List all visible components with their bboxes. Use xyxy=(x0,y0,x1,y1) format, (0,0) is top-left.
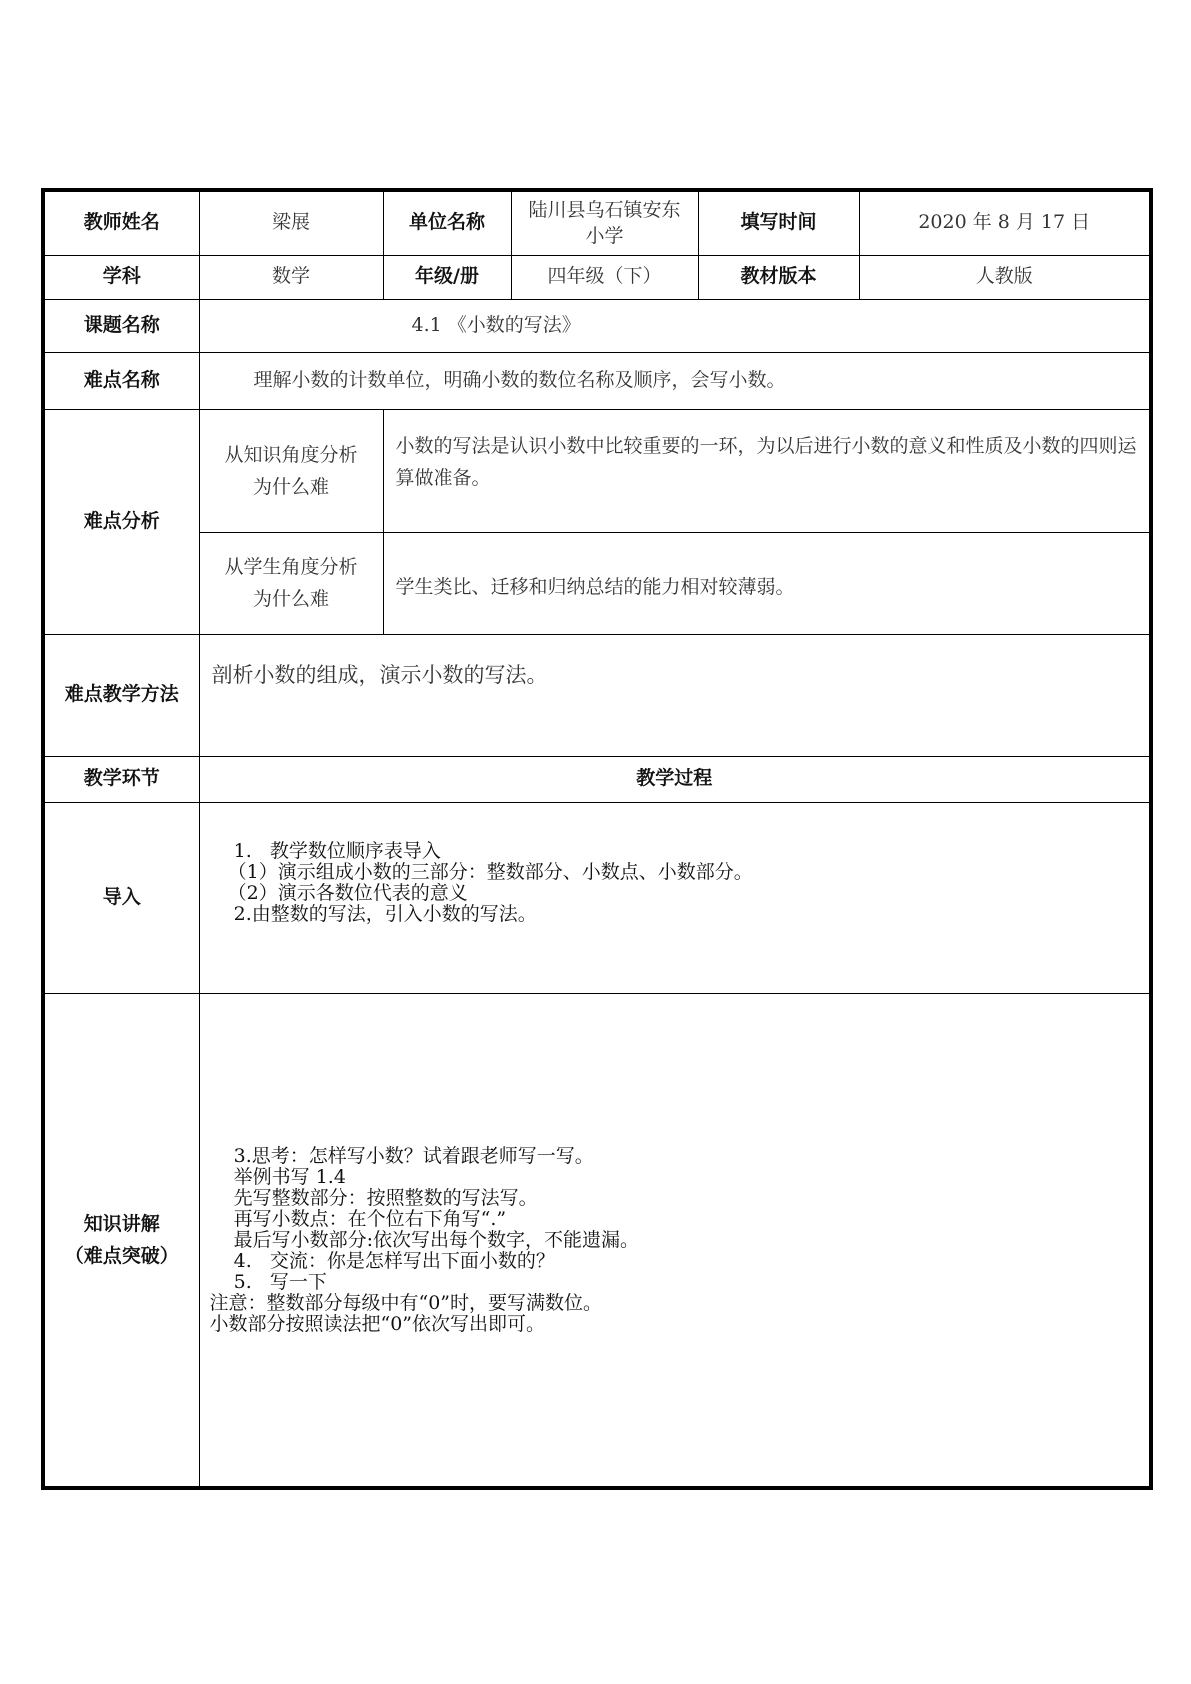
knowledge-line: 4. 交流：你是怎样写出下面小数的？ xyxy=(209,1249,555,1272)
knowledge-label-line1: 知识讲解 xyxy=(83,1212,160,1235)
knowledge-line: 5. 写一下 xyxy=(209,1270,327,1293)
row-subject-info xyxy=(43,255,1151,299)
row-analysis-student xyxy=(43,532,1151,634)
intro-content xyxy=(199,802,1151,993)
student-angle-value: 学生类比、迁移和归纳总结的能力相对较薄弱。 xyxy=(383,532,1151,634)
date-label: 填写时间 xyxy=(698,190,859,255)
row-process-header xyxy=(43,756,1151,802)
intro-line: （1）演示组成小数的三部分：整数部分、小数点、小数部分。 xyxy=(209,860,753,883)
analysis-label: 难点分析 xyxy=(43,409,199,634)
edition-value: 人教版 xyxy=(859,255,1151,299)
subject-label: 学科 xyxy=(43,255,199,299)
row-method xyxy=(43,634,1151,756)
row-difficulty xyxy=(43,352,1151,409)
intro-line: 1. 教学数位顺序表导入 xyxy=(209,839,441,862)
topic-value: 4.1 《小数的写法》 xyxy=(199,299,1151,352)
row-analysis-knowledge xyxy=(43,409,1151,532)
knowledge-line: 最后写小数部分:依次写出每个数字，不能遗漏。 xyxy=(209,1228,640,1251)
unit-label: 单位名称 xyxy=(383,190,511,255)
knowledge-angle-value: 小数的写法是认识小数中比较重要的一环，为以后进行小数的意义和性质及小数的四则运算做准备。 xyxy=(383,409,1151,532)
method-value: 剖析小数的组成，演示小数的写法。 xyxy=(199,634,1151,756)
knowledge-line: 3.思考：怎样写小数？试着跟老师写一写。 xyxy=(209,1144,594,1167)
knowledge-note: 注意：整数部分每级中有“0”时，要写满数位。 xyxy=(209,1291,603,1314)
knowledge-label-line2: （难点突破） xyxy=(64,1244,179,1267)
process-header: 教学过程 xyxy=(199,756,1151,802)
teacher-value: 梁展 xyxy=(199,190,383,255)
teacher-label: 教师姓名 xyxy=(43,190,199,255)
row-intro xyxy=(43,802,1151,993)
knowledge-line: 先写整数部分：按照整数的写法写。 xyxy=(209,1186,538,1209)
knowledge-note: 小数部分按照读法把“0”依次写出即可。 xyxy=(209,1312,546,1335)
knowledge-label xyxy=(43,993,199,1488)
edition-label: 教材版本 xyxy=(698,255,859,299)
grade-value: 四年级（下） xyxy=(511,255,698,299)
intro-line: 2.由整数的写法，引入小数的写法。 xyxy=(209,902,537,925)
knowledge-content xyxy=(199,993,1151,1488)
subject-value: 数学 xyxy=(199,255,383,299)
difficulty-value: 理解小数的计数单位，明确小数的数位名称及顺序，会写小数。 xyxy=(199,352,1151,409)
method-label: 难点教学方法 xyxy=(43,634,199,756)
intro-label: 导入 xyxy=(43,802,199,993)
student-angle-label: 从学生角度分析为什么难 xyxy=(199,532,383,634)
lesson-plan-table xyxy=(41,188,1153,1490)
knowledge-line: 举例书写 1.4 xyxy=(209,1165,346,1188)
row-knowledge xyxy=(43,993,1151,1488)
topic-label: 课题名称 xyxy=(43,299,199,352)
grade-label: 年级/册 xyxy=(383,255,511,299)
knowledge-angle-label: 从知识角度分析为什么难 xyxy=(199,409,383,532)
row-topic xyxy=(43,299,1151,352)
date-value: 2020 年 8 月 17 日 xyxy=(859,190,1151,255)
unit-value: 陆川县乌石镇安东小学 xyxy=(511,190,698,255)
knowledge-line: 再写小数点：在个位右下角写“.” xyxy=(209,1207,507,1230)
row-teacher-info xyxy=(43,190,1151,255)
stage-header: 教学环节 xyxy=(43,756,199,802)
difficulty-label: 难点名称 xyxy=(43,352,199,409)
intro-line: （2）演示各数位代表的意义 xyxy=(209,881,468,904)
